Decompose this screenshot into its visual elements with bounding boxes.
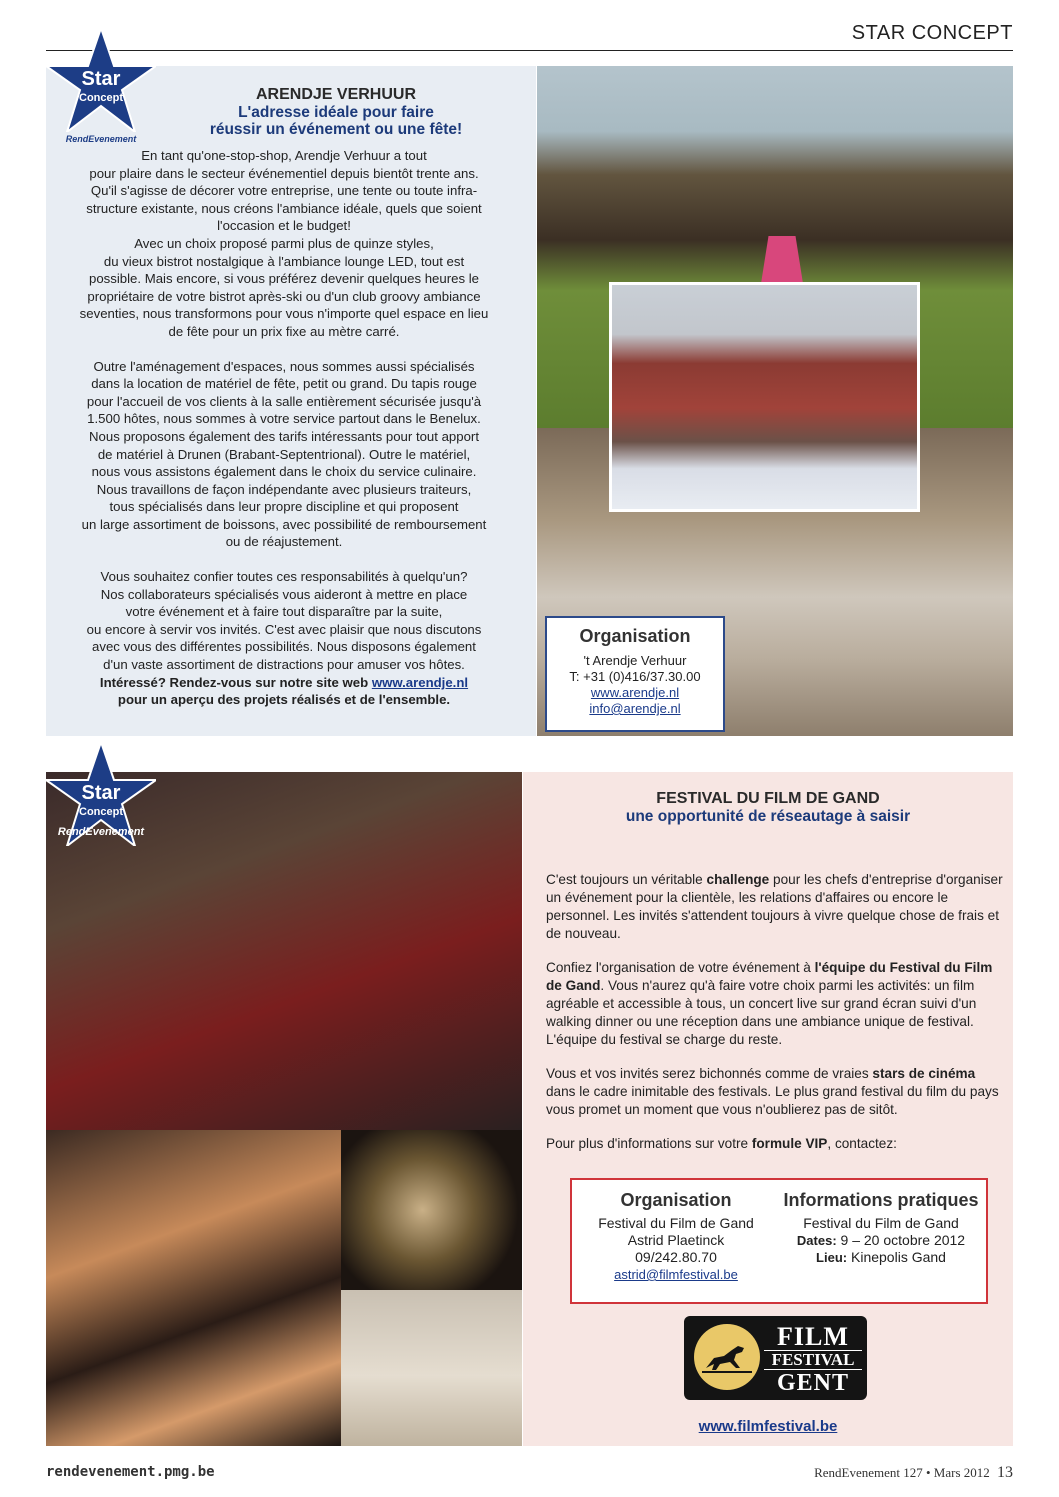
body-line: l'occasion et le budget! — [217, 218, 351, 234]
arendje-paragraph-1 — [56, 147, 512, 341]
logo-film-text: FILM — [777, 1322, 849, 1351]
body-line: un large assortiment de boissons, avec possibilité de remboursement — [81, 516, 487, 532]
org-phone: T: +31 (0)416/37.30.00 — [569, 669, 701, 684]
festival-title: FESTIVAL DU FILM DE GAND — [656, 790, 880, 807]
org-person: Astrid Plaetinck — [627, 1232, 725, 1248]
arendje-paragraph-3 — [56, 568, 512, 674]
festival-website-link[interactable]: www.filmfestival.be — [698, 1418, 838, 1435]
org-title: Organisation — [620, 1190, 732, 1210]
body-line: Nos collaborateurs spécialisés vous aideront à mettre en place — [100, 586, 468, 602]
cta-text: Intéressé? Rendez-vous sur notre site web — [99, 674, 369, 690]
festival-contact-box — [570, 1178, 988, 1304]
body-line: tous spécialisés dans leur propre discipline et qui proposent — [109, 499, 459, 515]
org-email-link[interactable]: astrid@filmfestival.be — [614, 1267, 738, 1282]
subtitle-line: L'adresse idéale pour faire — [238, 104, 434, 121]
festival-paragraph-2: Confiez l'organisation de votre événement à l'équipe du Festival du Film de Gand. Vous n'aurez qu'à faire votre choix parmi les activités: un film agréable et accessible à tous, un concert live sur grand écran suivi d'un walking dinner ou une réception dans une ambiance unique de festival. L'équipe du festival se charge du reste. — [546, 960, 993, 1047]
film-festival-gent-logo — [684, 1316, 867, 1400]
body-line: Qu'il s'agisse de décorer votre entreprise, une tente ou toute infra- — [90, 183, 478, 199]
body-line: propriétaire de votre bistrot après-ski ou d'un club groovy ambiance — [87, 288, 481, 304]
horse-logo-icon — [694, 1324, 760, 1390]
info-place: Lieu: Kinepolis Gand — [816, 1249, 946, 1265]
org-phone: 09/242.80.70 — [635, 1249, 717, 1265]
body-line: 1.500 hôtes, nous sommes à votre service partout dans le Benelux. — [87, 411, 481, 427]
star-concept-badge — [46, 742, 156, 866]
festival-paragraph-4: Pour plus d'informations sur votre formule VIP, contactez: — [546, 1136, 897, 1151]
body-line: structure existante, nous créons l'ambiance idéale, quels que soient — [86, 200, 482, 216]
section-header: STAR CONCEPT — [851, 22, 1013, 44]
body-line: Nous travaillons de façon indépendante avec plusieurs traiteurs, — [96, 481, 472, 497]
logo-festival-text: FESTIVAL — [764, 1350, 862, 1370]
org-website-link[interactable]: www.arendje.nl — [590, 685, 680, 700]
canape-spoons-photo — [46, 1130, 341, 1446]
body-line: ou de réajustement. — [225, 534, 343, 550]
arendje-title: ARENDJE VERHUUR — [255, 86, 417, 103]
body-line: d'un vaste assortiment de distractions pour amuser vos hôtes. — [103, 657, 465, 673]
arendje-paragraph-2 — [56, 358, 512, 552]
arendje-body-text — [56, 147, 512, 709]
body-line: dans la location de matériel de fête, petit ou grand. Du tapis rouge — [91, 376, 477, 392]
body-line: du vieux bistrot nostalgique à l'ambiance lounge LED, tout est — [103, 253, 465, 269]
body-line: Outre l'aménagement d'espaces, nous sommes aussi spécialisés — [93, 358, 475, 374]
festival-practical-info-col — [778, 1190, 984, 1266]
badge-brand-text: RendEvenement — [57, 826, 145, 838]
footer-issue — [814, 1464, 1013, 1482]
body-line: pour plaire dans le secteur événementiel depuis bientôt trente ans. — [89, 165, 479, 181]
body-line: de fête pour un prix fixe au mètre carré. — [168, 323, 400, 339]
footer-issue-text: RendEvenement 127 • Mars 2012 — [814, 1465, 990, 1480]
info-dates: Dates: 9 – 20 octobre 2012 — [796, 1232, 966, 1248]
body-line: Vous souhaitez confier toutes ces responsabilités à quelqu'un? — [100, 569, 468, 585]
footer-website[interactable]: rendevenement.pmg.be — [46, 1464, 215, 1480]
header-divider — [46, 50, 1013, 51]
arendje-cta — [56, 674, 512, 692]
festival-organisation-col — [578, 1190, 774, 1283]
festival-paragraph-1: C'est toujours un véritable challenge pour les chefs d'entreprise d'organiser un événement pour la clientèle, les relations d'affaires ou encore le personnel. Les invités s'attendent toujours à vivre quelque chose de frais et de nouveau. — [546, 872, 1003, 941]
body-line: pour l'accueil de vos clients à la salle entièrement sécurisée jusqu'à — [86, 393, 482, 409]
castle-banquet-photo — [609, 282, 920, 512]
badge-brand-text: RendEvenement — [65, 134, 137, 144]
festival-subtitle: une opportunité de réseautage à saisir — [625, 808, 911, 825]
org-name: Festival du Film de Gand — [598, 1215, 754, 1231]
body-line: de matériel à Drunen (Brabant-Septentrional). Outre le matériel, — [97, 446, 471, 462]
badge-concept-text: Concept — [79, 92, 123, 104]
subtitle-line: réussir un événement ou une fête! — [209, 121, 463, 138]
festival-paragraph-3: Vous et vos invités serez bichonnés comme de vraies stars de cinéma dans le cadre inimitable des festivals. Le plus grand festival du film du pays vous promet un moment que vous n'oublierez pas de sitôt. — [546, 1066, 999, 1117]
arendje-subtitle — [160, 104, 512, 138]
body-line: votre événement et à faire tout disparaître par la suite, — [125, 604, 443, 620]
info-name: Festival du Film de Gand — [803, 1215, 959, 1231]
festival-body-text — [546, 871, 1006, 1169]
page-number: 13 — [997, 1464, 1013, 1481]
body-line: Nous proposons également des tarifs intéressants pour tout apport — [89, 428, 479, 444]
body-line: seventies, nous transformons pour vous n'importe quel espace en lieu — [79, 306, 489, 322]
body-line: possible. Mais encore, si vous préférez devenir quelques heures le — [89, 271, 479, 287]
body-line: nous vous assistons également dans le choix du service culinaire. — [91, 464, 477, 480]
body-line: ou encore à servir vos invités. C'est avec plaisir que nous discutons — [86, 621, 482, 637]
org-name: 't Arendje Verhuur — [583, 653, 687, 668]
org-email-link[interactable]: info@arendje.nl — [589, 701, 681, 716]
arendje-organisation-box — [545, 616, 725, 732]
body-line: Avec un choix proposé parmi plus de quinze styles, — [134, 235, 434, 251]
dessert-glass-photo — [341, 1290, 522, 1446]
cta-text-line2: pour un aperçu des projets réalisés et de l'ensemble. — [117, 692, 451, 708]
horse-icon — [694, 1324, 760, 1390]
body-line: En tant qu'one-stop-shop, Arendje Verhuur a tout — [141, 148, 427, 163]
logo-gent-text: GENT — [776, 1370, 849, 1396]
info-title: Informations pratiques — [783, 1190, 979, 1210]
verrine-glass-photo — [341, 1130, 522, 1290]
org-title: Organisation — [579, 626, 691, 646]
badge-star-text: Star — [81, 68, 121, 90]
arendje-website-link[interactable]: www.arendje.nl — [371, 674, 469, 690]
star-concept-badge — [46, 28, 156, 152]
badge-concept-text: Concept — [79, 806, 123, 818]
body-line: avec vous des différentes possibilités. Nous disposons également — [92, 639, 476, 655]
badge-star-text: Star — [81, 782, 121, 804]
